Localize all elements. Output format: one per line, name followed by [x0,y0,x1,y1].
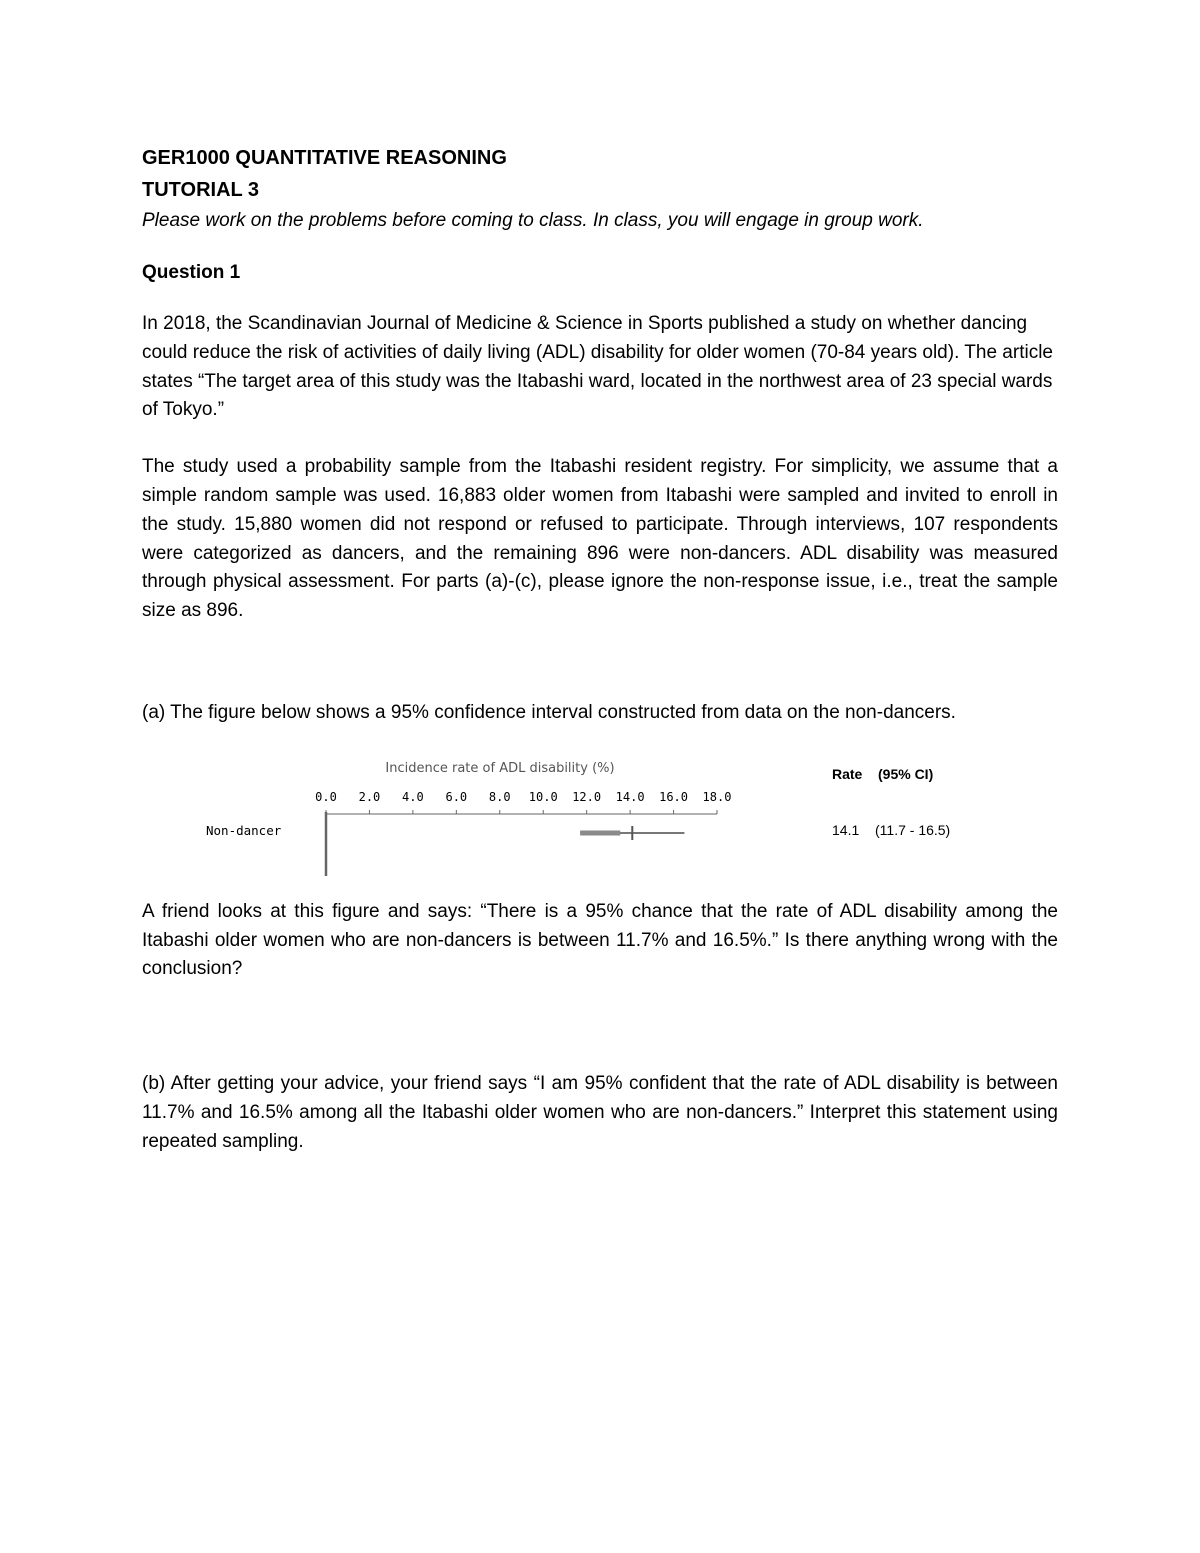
ci-marks [580,826,684,840]
course-title: GER1000 QUANTITATIVE REASONING [142,147,507,169]
tick-label: 14.0 [615,789,645,804]
tick-label: 2.0 [358,789,381,804]
tick-label: 18.0 [702,789,732,804]
table-ci-value: (11.7 - 16.5) [875,821,951,838]
question-intro: In 2018, the Scandinavian Journal of Medicine & Science in Sports published a study on whether dancing could reduce the risk of activities of daily living (ADL) disability for older women (70-84 years old). The article states “The target area of this study was the Itabashi ward, located in the northwest area of 23 special wards of Tokyo.” [142,313,1053,421]
tick-marks [326,810,717,814]
tick-label: 16.0 [659,789,689,804]
tick-label: 10.0 [528,789,558,804]
study-description: The study used a probability sample from the Itabashi resident registry. For simplicity, we assume that a simple random sample was used. 16,883 older women from Itabashi were sampled and invited to enroll in the study. 15,880 women did not respond or refused to participate. Through interviews, 107 respondents were categorized as dancers, and the remaining 896 were non-dancers. ADL disability was measured through physical assessment. For parts (a)-(c), please ignore the non-response issue, i.e., treat the sample size as 896. [142,456,1058,622]
row-label-non-dancer: Non-dancer [206,822,282,838]
axis-title: Incidence rate of ADL disability (%) [385,760,615,776]
tick-label: 4.0 [402,789,424,804]
forest-plot [142,754,1058,884]
tick-label: 8.0 [488,789,511,804]
document-page [142,142,1058,1157]
tick-label: 12.0 [572,789,602,804]
question-heading: Question 1 [142,262,241,283]
part-b-text: (b) After getting your advice, your friend says “I am 95% confident that the rate of ADL disability is between 11.7% and 16.5% among all the Itabashi older women who are non-dancers.” Interpret this statement using repeated sampling. [142,1073,1058,1152]
tick-label: 0.0 [315,789,337,804]
tick-labels [315,790,731,804]
ci-box [580,830,620,835]
tutorial-title: TUTORIAL 3 [142,179,260,201]
confidence-interval-figure [142,754,1058,884]
table-header-rate: Rate [832,765,863,782]
table-header-ci: (95% CI) [878,765,934,782]
part-a-text: (a) The figure below shows a 95% confidence interval constructed from data on the non-dancers. [142,701,956,723]
table-rate-value: 14.1 [832,821,860,838]
instructions-text: Please work on the problems before coming to class. In class, you will engage in group work. [142,210,924,231]
tick-label: 6.0 [445,789,468,804]
friend-quote: A friend looks at this figure and says: “There is a 95% chance that the rate of ADL disability among the Itabashi older women who are non-dancers is between 11.7% and 16.5%.” Is there anything wrong with the conclusion? [142,900,1058,980]
